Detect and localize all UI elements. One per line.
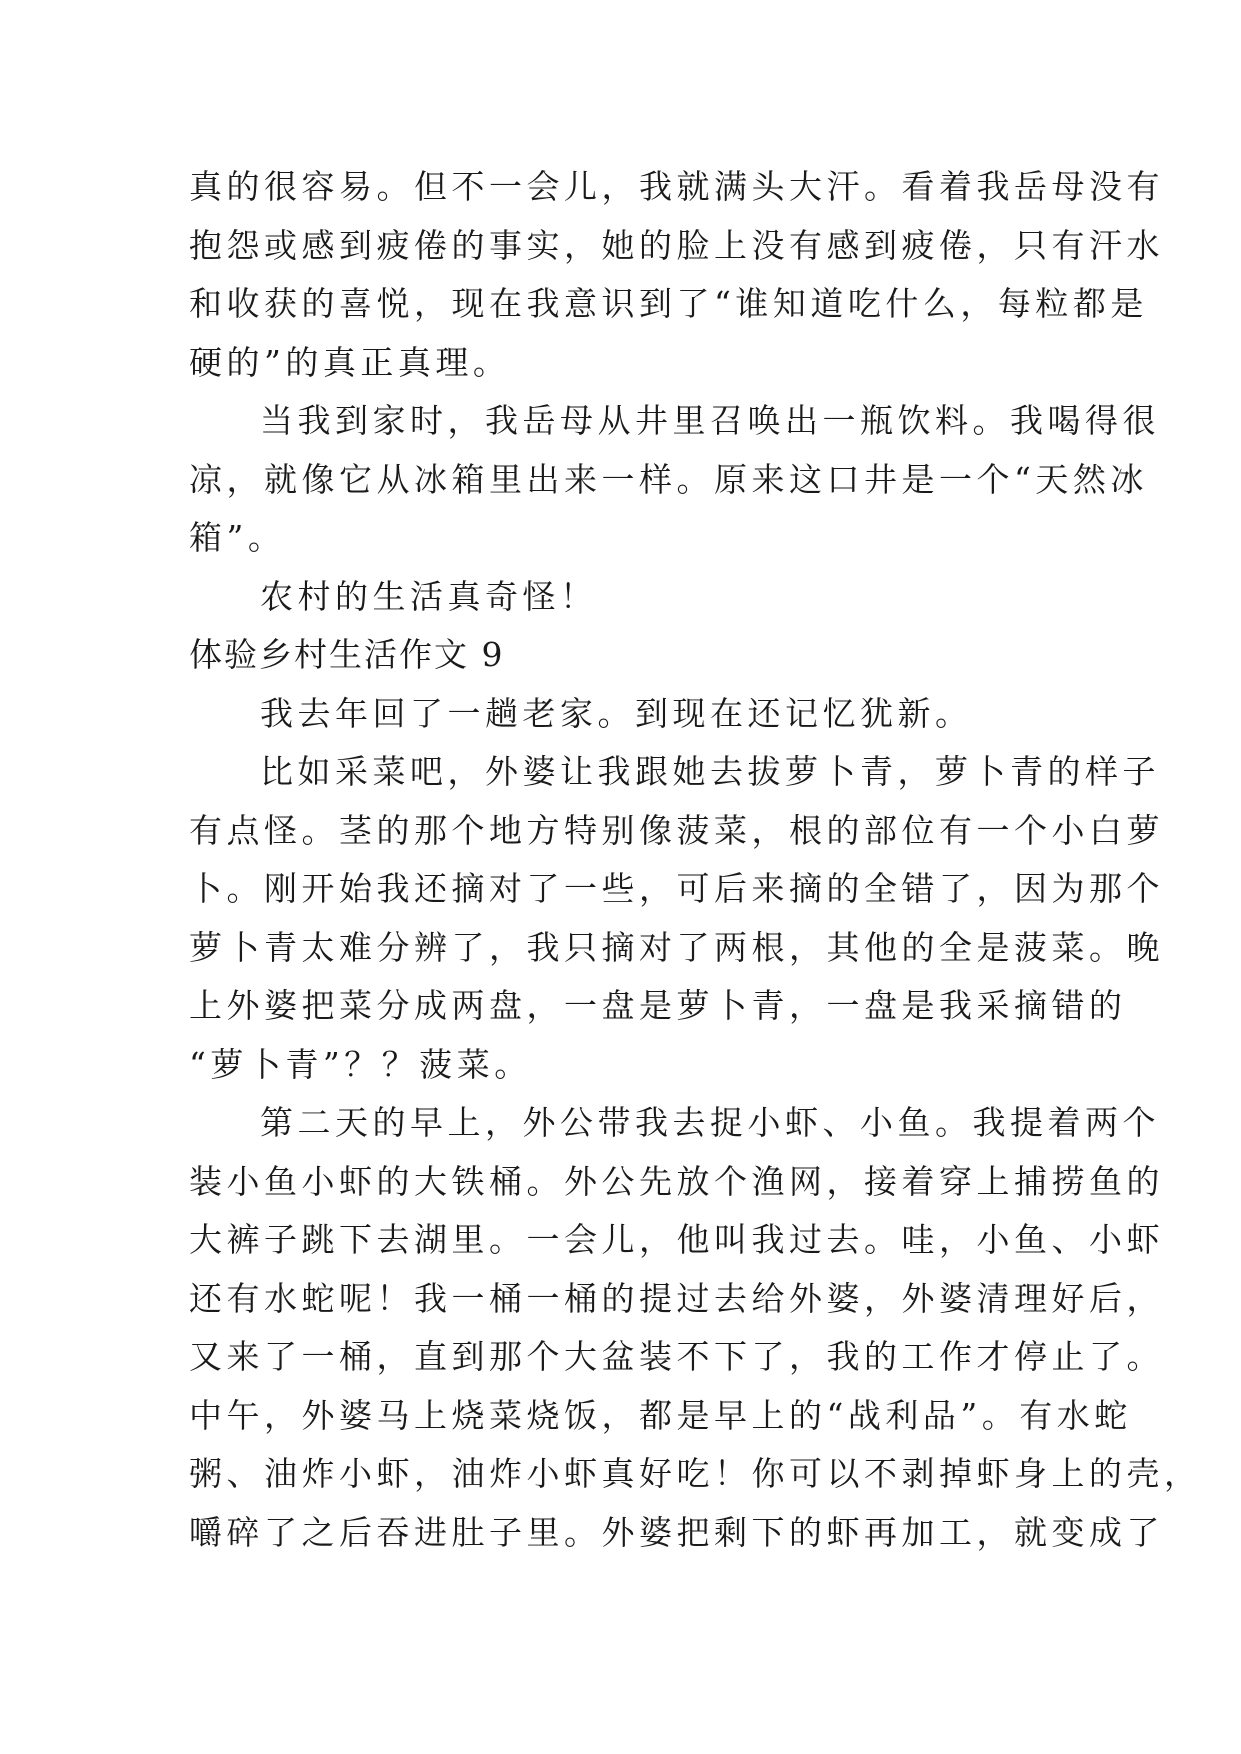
text-line: 又来了一桶，直到那个大盆装不下了，我的工作才停止了。 <box>189 1337 1164 1376</box>
text-line: 萝卜青太难分辨了，我只摘对了两根，其他的全是菠菜。晚 <box>189 927 1164 967</box>
text-line: 粥、油炸小虾，油炸小虾真好吃！你可以不剥掉虾身上的壳， <box>189 1454 1202 1493</box>
document-body <box>189 158 1202 1562</box>
text-line: “萝卜青”？？菠菜。 <box>189 1044 532 1084</box>
text-line: 有点怪。茎的那个地方特别像菠菜，根的部位有一个小白萝 <box>189 810 1164 850</box>
text-line: 中午，外婆马上烧菜烧饭，都是早上的“战利品”。有水蛇 <box>189 1395 1132 1435</box>
text-line: 箱”。 <box>189 518 286 557</box>
text-line: 和收获的喜悦，现在我意识到了“谁知道吃什么，每粒都是 <box>189 284 1148 323</box>
paragraph-start-line: 第二天的早上，外公带我去捉小虾、小鱼。我提着两个 <box>260 1103 1160 1142</box>
text-line: 大裤子跳下去湖里。一会儿，他叫我过去。哇，小鱼、小虾 <box>189 1220 1164 1259</box>
paragraph-start-line: 农村的生活真奇怪！ <box>260 576 598 616</box>
text-line: 真的很容易。但不一会儿，我就满头大汗。看着我岳母没有 <box>189 167 1164 206</box>
text-line: 还有水蛇呢！我一桶一桶的提过去给外婆，外婆清理好后， <box>189 1278 1164 1318</box>
text-line: 硬的”的真正真理。 <box>189 342 511 382</box>
paragraph-start-line: 比如采菜吧，外婆让我跟她去拔萝卜青，萝卜青的样子 <box>260 752 1160 791</box>
paragraph-start-line: 当我到家时，我岳母从井里召唤出一瓶饮料。我喝得很 <box>260 401 1160 440</box>
section-heading: 体验乡村生活作文 9 <box>189 635 505 674</box>
text-line: 抱怨或感到疲倦的事实，她的脸上没有感到疲倦，只有汗水 <box>189 225 1164 265</box>
text-line: 上外婆把菜分成两盘，一盘是萝卜青，一盘是我采摘错的 <box>189 986 1127 1025</box>
paragraph-start-line: 我去年回了一趟老家。到现在还记忆犹新。 <box>260 693 973 733</box>
text-line: 装小鱼小虾的大铁桶。外公先放个渔网，接着穿上捕捞鱼的 <box>189 1161 1164 1201</box>
text-line: 嚼碎了之后吞进肚子里。外婆把剩下的虾再加工，就变成了 <box>189 1512 1164 1552</box>
text-line: 卜。刚开始我还摘对了一些，可后来摘的全错了，因为那个 <box>189 869 1164 908</box>
text-line: 凉，就像它从冰箱里出来一样。原来这口井是一个“天然冰 <box>189 459 1148 499</box>
